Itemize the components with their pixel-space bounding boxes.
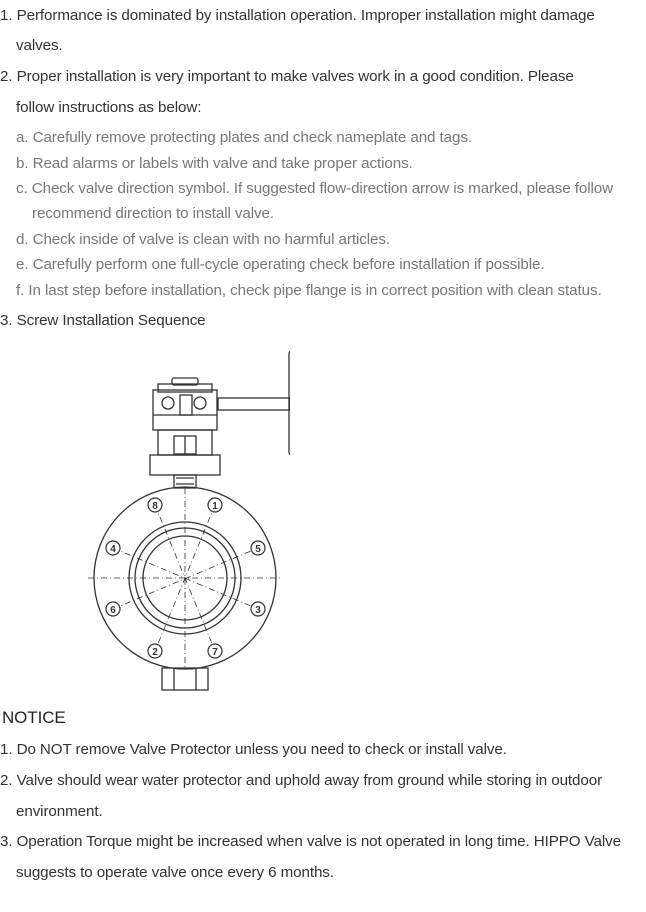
instruction-1-line-1: 1. Performance is dominated by installation operation. Improper installation might damage	[0, 7, 595, 24]
notice-item-3-line-1: 3. Operation Torque might be increased when valve is not operated in long time. HIPPO Valve	[0, 833, 621, 850]
sub-instruction-f: f. In last step before installation, check pipe flange is in correct position with clean status.	[16, 282, 602, 299]
bolt-label-3: 3	[255, 605, 261, 616]
instruction-1-line-2: valves.	[16, 37, 63, 54]
instruction-2-line-2: follow instructions as below:	[16, 99, 202, 116]
sub-instruction-d: d. Check inside of valve is clean with no harmful articles.	[16, 231, 390, 248]
bolt-label-7: 7	[212, 647, 218, 658]
sub-instruction-e: e. Carefully perform one full-cycle operating check before installation if possible.	[16, 256, 545, 273]
valve-bolt-sequence-diagram	[80, 345, 290, 697]
bolt-label-4: 4	[110, 544, 116, 555]
gearbox	[153, 390, 217, 430]
bolt-label-5: 5	[255, 544, 261, 555]
notice-heading: NOTICE	[2, 708, 66, 727]
sub-instruction-c-line-2: recommend direction to install valve.	[32, 205, 274, 222]
sub-instruction-c-line-1: c. Check valve direction symbol. If suggested flow-direction arrow is marked, please follow	[16, 180, 613, 197]
sub-instruction-a: a. Carefully remove protecting plates and check nameplate and tags.	[16, 129, 472, 146]
bolt-label-6: 6	[110, 605, 116, 616]
notice-item-3-line-2: suggests to operate valve once every 6 months.	[16, 864, 334, 881]
bolt-label-8: 8	[152, 501, 158, 512]
instruction-3: 3. Screw Installation Sequence	[0, 312, 206, 329]
bolt-label-1: 1	[212, 501, 218, 512]
instruction-2-line-1: 2. Proper installation is very important to make valves work in a good condition. Please	[0, 68, 574, 85]
notice-item-1: 1. Do NOT remove Valve Protector unless you need to check or install valve.	[0, 741, 507, 758]
notice-item-2-line-1: 2. Valve should wear water protector and uphold away from ground while storing in outdoor	[0, 772, 603, 789]
sub-instruction-b: b. Read alarms or labels with valve and take proper actions.	[16, 155, 413, 172]
bolt-label-2: 2	[152, 647, 158, 658]
notice-item-2-line-2: environment.	[16, 803, 103, 820]
